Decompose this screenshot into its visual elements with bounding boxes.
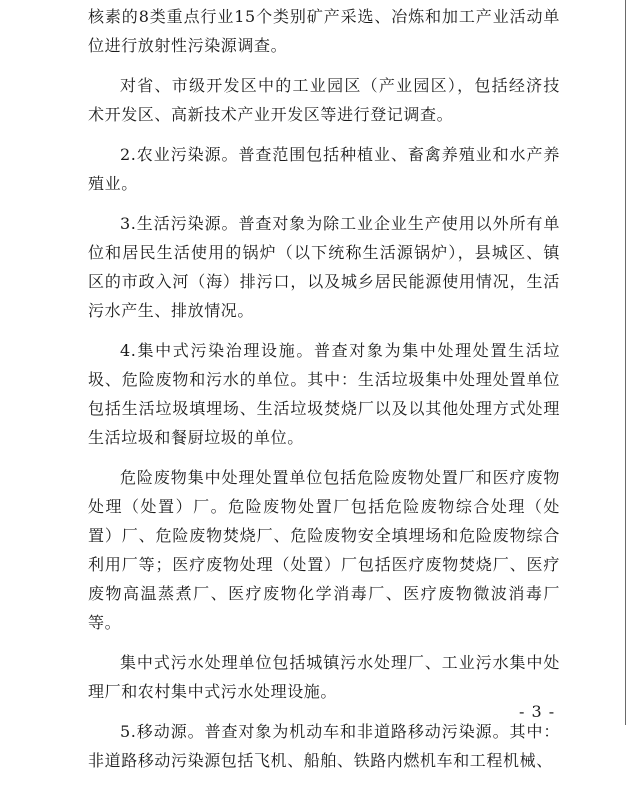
paragraph-centralized-facilities: 4.集中式污染治理设施。普查对象为集中处理处置生活垃圾、危险废物和污水的单位。其中：生活垃圾集中处理处置单位包括生活垃圾填埋场、生活垃圾焚烧厂以及以其他处理方式处理生活垃圾和餐厨垃圾的单位。 xyxy=(88,341,560,447)
page-border-line xyxy=(625,0,626,725)
page-number: - 3 - xyxy=(519,702,556,721)
paragraph-domestic-sources: 3.生活污染源。普查对象为除工业企业生产使用以外所有单位和居民生活使用的锅炉（以下统称生活源锅炉），县城区、镇区的市政入河（海）排污口，以及城乡居民能源使用情况，生活污水产生、排放情况。 xyxy=(88,214,560,320)
document-body xyxy=(88,0,560,786)
paragraph-hazardous-waste: 危险废物集中处理处置单位包括危险废物处置厂和医疗废物处理（处置）厂。危险废物处置厂包括危险废物综合处理（处置）厂、危险废物焚烧厂、危险废物安全填埋场和危险废物综合利用厂等；医疗废物处理（处置）厂包括医疗废物焚烧厂、医疗废物高温蒸煮厂、医疗废物化学消毒厂、医疗废物微波消毒厂等。 xyxy=(88,468,560,632)
paragraph-agricultural-sources: 2.农业污染源。普查范围包括种植业、畜禽养殖业和水产养殖业。 xyxy=(88,145,560,193)
paragraph-sewage-treatment: 集中式污水处理单位包括城镇污水处理厂、工业污水集中处理厂和农村集中式污水处理设施。 xyxy=(88,653,560,701)
paragraph-radioactive-survey: 核素的8类重点行业15个类别矿产采选、冶炼和加工产业活动单位进行放射性污染源调查。 xyxy=(88,7,560,55)
paragraph-industrial-parks: 对省、市级开发区中的工业园区（产业园区），包括经济技术开发区、高新技术产业开发区等进行登记调查。 xyxy=(88,76,560,124)
paragraph-mobile-sources: 5.移动源。普查对象为机动车和非道路移动污染源。其中：非道路移动污染源包括飞机、船舶、铁路内燃机车和工程机械、 xyxy=(88,722,560,770)
